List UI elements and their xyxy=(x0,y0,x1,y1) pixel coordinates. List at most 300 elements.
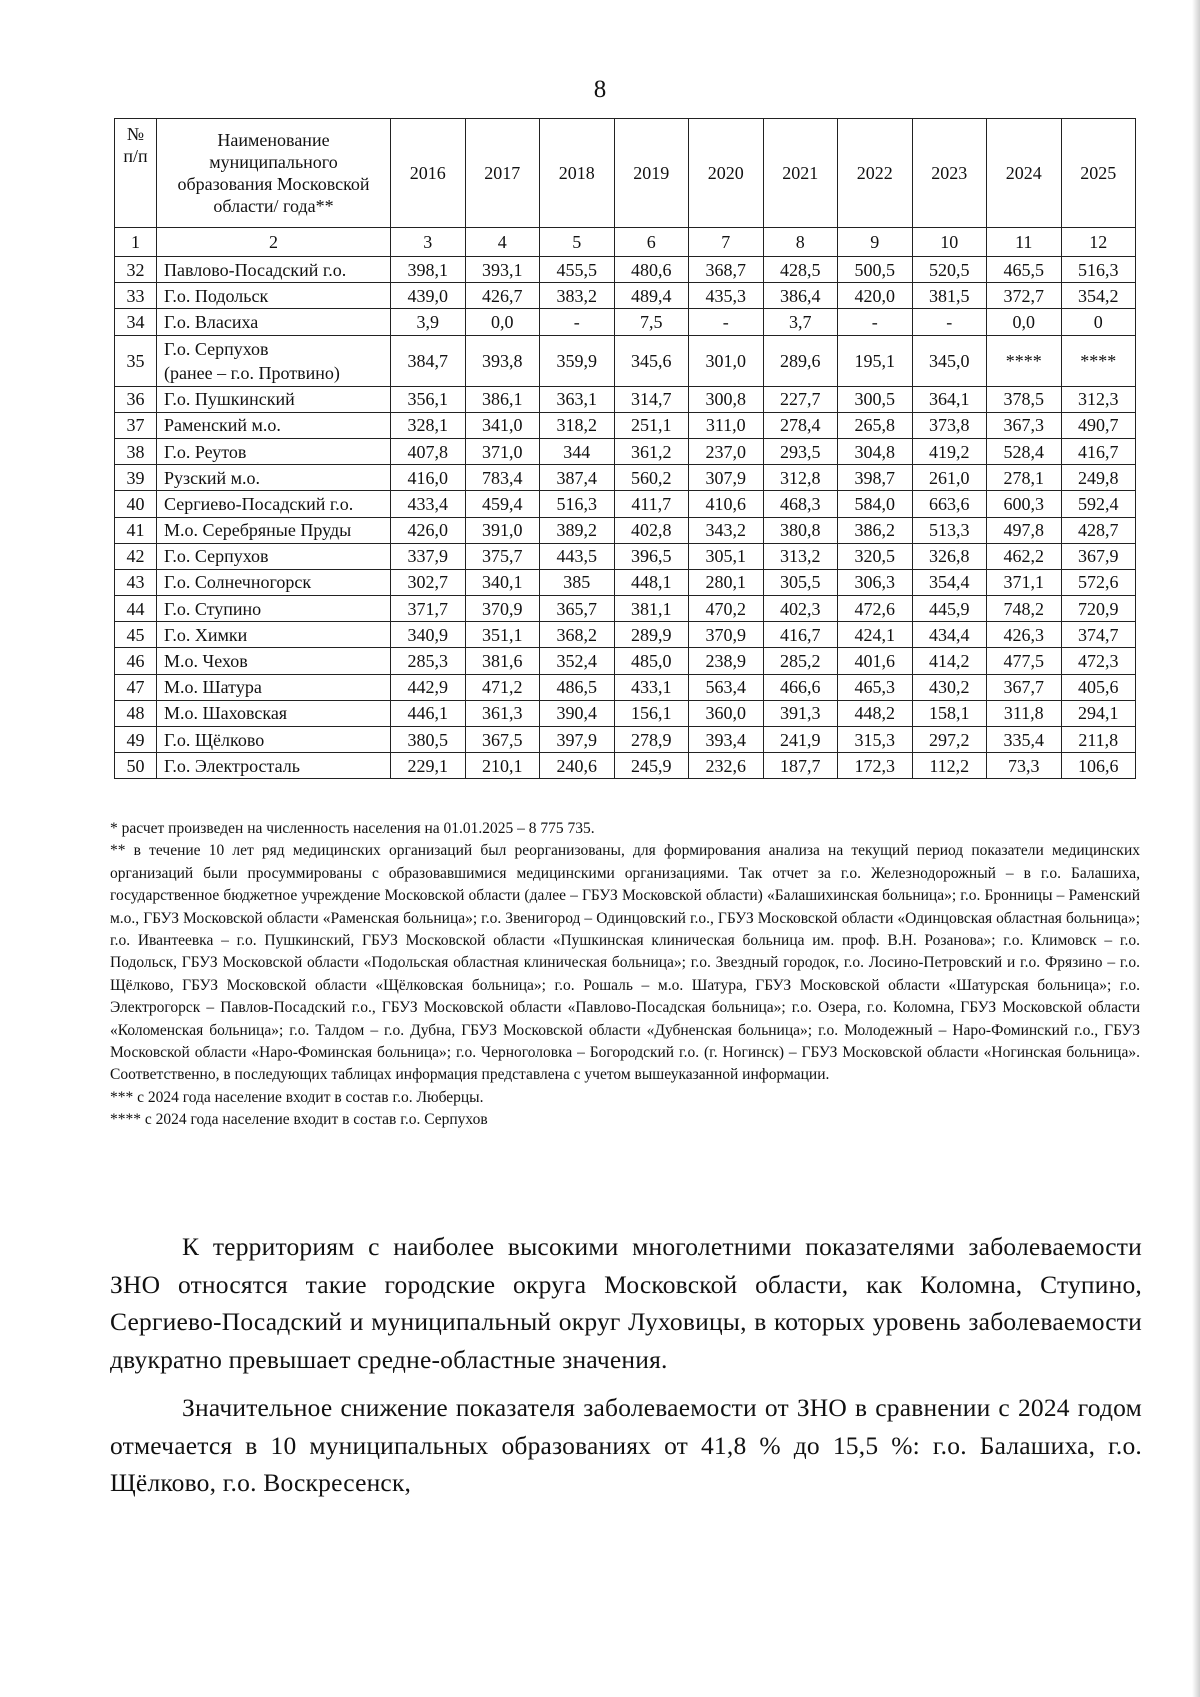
municipality-name-text: Г.о. Ступино xyxy=(164,598,262,619)
table-row xyxy=(115,309,1136,335)
rate-value: 293,5 xyxy=(763,438,838,464)
rate-value: 300,8 xyxy=(689,386,764,412)
row-number: 49 xyxy=(115,727,157,753)
column-number: 12 xyxy=(1061,228,1136,257)
municipality-name xyxy=(157,491,391,517)
municipality-name xyxy=(157,753,391,779)
row-number: 43 xyxy=(115,569,157,595)
paragraph: К территориям с наиболее высокими многолетними показателями заболеваемости ЗНО относятся такие городские округа Московской области, как Коломна, Ступино, Сергиево-Посадский и муниципальный округ Луховицы, в которых уровень заболеваемости двукратно превышает средне-областные значения. xyxy=(110,1232,1142,1374)
rate-value: 414,2 xyxy=(912,648,987,674)
table-row xyxy=(115,622,1136,648)
row-number: 46 xyxy=(115,648,157,674)
rate-value: 301,0 xyxy=(689,335,764,386)
rate-value: 315,3 xyxy=(838,727,913,753)
column-number: 10 xyxy=(912,228,987,257)
rate-value: 381,1 xyxy=(614,596,689,622)
rate-value: 337,9 xyxy=(391,543,466,569)
rate-value: 341,0 xyxy=(465,412,540,438)
rate-value: 389,2 xyxy=(540,517,615,543)
row-number: 36 xyxy=(115,386,157,412)
municipality-name-text: Г.о. Электросталь xyxy=(164,755,300,776)
rate-value: 386,1 xyxy=(465,386,540,412)
rate-value: 345,0 xyxy=(912,335,987,386)
rate-value: 112,2 xyxy=(912,753,987,779)
rate-value: 195,1 xyxy=(838,335,913,386)
municipality-name-text: М.о. Серебряные Пруды xyxy=(164,520,352,541)
rate-value: 411,7 xyxy=(614,491,689,517)
rate-value: 384,7 xyxy=(391,335,466,386)
rate-value: 365,7 xyxy=(540,596,615,622)
municipality-name-text: Павлово-Посадский г.о. xyxy=(164,259,347,280)
rate-value: 439,0 xyxy=(391,283,466,309)
rate-value: 3,9 xyxy=(391,309,466,335)
rate-value: 313,2 xyxy=(763,543,838,569)
rate-value: 720,9 xyxy=(1061,596,1136,622)
rate-value: 374,7 xyxy=(1061,622,1136,648)
scan-edge xyxy=(1192,0,1200,1697)
rate-value: 318,2 xyxy=(540,412,615,438)
rate-value: 343,2 xyxy=(689,517,764,543)
table-row xyxy=(115,543,1136,569)
municipality-name xyxy=(157,309,391,335)
rate-value: 0,0 xyxy=(465,309,540,335)
rate-value: 306,3 xyxy=(838,569,913,595)
municipality-name-text: Сергиево-Посадский г.о. xyxy=(164,493,354,514)
rate-value: 470,2 xyxy=(689,596,764,622)
rate-value: 468,3 xyxy=(763,491,838,517)
rate-value: 592,4 xyxy=(1061,491,1136,517)
rate-value: 443,5 xyxy=(540,543,615,569)
table-row xyxy=(115,412,1136,438)
rate-value: 416,7 xyxy=(763,622,838,648)
header-year: 2020 xyxy=(689,119,764,228)
rate-value: 320,5 xyxy=(838,543,913,569)
rate-value: 472,3 xyxy=(1061,648,1136,674)
municipality-name xyxy=(157,335,391,386)
rate-value: 584,0 xyxy=(838,491,913,517)
rate-value: 391,3 xyxy=(763,700,838,726)
rate-value: 360,0 xyxy=(689,700,764,726)
row-number: 38 xyxy=(115,438,157,464)
municipality-name-text: М.о. Шатура xyxy=(164,677,262,698)
rate-value: 520,5 xyxy=(912,257,987,283)
rate-value: 285,3 xyxy=(391,648,466,674)
header-year: 2024 xyxy=(987,119,1062,228)
column-number: 9 xyxy=(838,228,913,257)
table-row xyxy=(115,283,1136,309)
rate-value: 280,1 xyxy=(689,569,764,595)
rate-value: 227,7 xyxy=(763,386,838,412)
rate-value: 351,1 xyxy=(465,622,540,648)
rate-value: 428,7 xyxy=(1061,517,1136,543)
rate-value: 373,8 xyxy=(912,412,987,438)
footnote: ** в течение 10 лет ряд медицинских организаций был реорганизованы, для формирования анализа на текущий период показатели медицинских организаций были просуммированы с образовавшимися медицинскими организациями. Так отчет за г.о. Железнодорожный – в г.о. Балашиха, государственное бюджетное учреждение Московской области (далее – ГБУЗ Московской области) «Балашихинская больница»; г.о. Бронницы – Раменский м.о., ГБУЗ Московской области «Раменская больница»; г.о. Звенигород – Одинцовский г.о., ГБУЗ Московской области «Одинцовская областная больница»; г.о. Ивантеевка – г.о. Пушкинский, ГБУЗ Московской области «Пушкинская клиническая больница им. проф. В.Н. Розанова»; г.о. Климовск – г.о. Подольск, ГБУЗ Московской области «Подольская областная клиническая больница»; г.о. Звездный городок, г.о. Лосино-Петровский и г.о. Фрязино – г.о. Щёлково, ГБУЗ Московской области «Щёлковская больница»; г.о. Рошаль – м.о. Шатура, ГБУЗ Московской области «Шатурская больница»; г.о. Электрогорск – Павлов-Посадский г.о., ГБУЗ Московской области «Павлово-Посадская больница»; г.о. Озера, г.о. Коломна, ГБУЗ Московской области «Коломенская больница»; г.о. Талдом – г.о. Дубна, ГБУЗ Московской области «Дубненская больница»; г.о. Молодежный – Наро-Фоминский г.о., ГБУЗ Московской области «Наро-Фоминская больница»; г.о. Черноголовка – Богородский г.о. (г. Ногинск) – ГБУЗ Московской области «Ногинская больница». Соответственно, в последующих таблицах информация представлена с учетом вышеуказанной информации. xyxy=(110,842,1140,1084)
rate-value: 359,9 xyxy=(540,335,615,386)
row-number: 32 xyxy=(115,257,157,283)
column-number: 2 xyxy=(157,228,391,257)
rate-value: - xyxy=(912,309,987,335)
rate-value: 600,3 xyxy=(987,491,1062,517)
rate-value: 420,0 xyxy=(838,283,913,309)
rate-value: 238,9 xyxy=(689,648,764,674)
rate-value: 560,2 xyxy=(614,465,689,491)
rate-value: 361,2 xyxy=(614,438,689,464)
municipality-name-note: (ранее – г.о. Протвино) xyxy=(164,362,340,383)
rate-value: 367,9 xyxy=(1061,543,1136,569)
rate-value: 232,6 xyxy=(689,753,764,779)
rate-value: 305,5 xyxy=(763,569,838,595)
rate-value: 172,3 xyxy=(838,753,913,779)
rate-value: 311,8 xyxy=(987,700,1062,726)
footnote: * расчет произведен на численность населения на 01.01.2025 – 8 775 735. xyxy=(110,820,595,837)
header-year: 2021 xyxy=(763,119,838,228)
morbidity-table xyxy=(114,118,1136,779)
rate-value: 401,6 xyxy=(838,648,913,674)
footnote: **** с 2024 года население входит в состав г.о. Серпухов xyxy=(110,1111,488,1129)
rate-value: 398,7 xyxy=(838,465,913,491)
municipality-name-text: Рузский м.о. xyxy=(164,467,261,488)
rate-value: 383,2 xyxy=(540,283,615,309)
rate-value: 430,2 xyxy=(912,674,987,700)
rate-value: 211,8 xyxy=(1061,727,1136,753)
table-row xyxy=(115,465,1136,491)
header-year: 2023 xyxy=(912,119,987,228)
municipality-name xyxy=(157,674,391,700)
body-text xyxy=(110,1228,1142,1502)
table-row xyxy=(115,569,1136,595)
rate-value: 445,9 xyxy=(912,596,987,622)
row-number: 37 xyxy=(115,412,157,438)
row-number: 47 xyxy=(115,674,157,700)
column-number: 6 xyxy=(614,228,689,257)
rate-value: 405,6 xyxy=(1061,674,1136,700)
rate-value: 0,0 xyxy=(987,309,1062,335)
row-number: 44 xyxy=(115,596,157,622)
rate-value: 302,7 xyxy=(391,569,466,595)
rate-value: 465,3 xyxy=(838,674,913,700)
column-number: 8 xyxy=(763,228,838,257)
rate-value: 300,5 xyxy=(838,386,913,412)
rate-value: 446,1 xyxy=(391,700,466,726)
rate-value: 158,1 xyxy=(912,700,987,726)
rate-value: 428,5 xyxy=(763,257,838,283)
header-year: 2017 xyxy=(465,119,540,228)
rate-value: **** xyxy=(1061,335,1136,386)
footnotes xyxy=(110,818,1140,1132)
rate-value: 563,4 xyxy=(689,674,764,700)
row-number: 48 xyxy=(115,700,157,726)
table-row xyxy=(115,674,1136,700)
rate-value: 397,9 xyxy=(540,727,615,753)
header-year: 2018 xyxy=(540,119,615,228)
rate-value: 407,8 xyxy=(391,438,466,464)
rate-value: 289,6 xyxy=(763,335,838,386)
rate-value: 285,2 xyxy=(763,648,838,674)
table-row xyxy=(115,648,1136,674)
rate-value: 340,9 xyxy=(391,622,466,648)
rate-value: 485,0 xyxy=(614,648,689,674)
rate-value: 497,8 xyxy=(987,517,1062,543)
rate-value: 305,1 xyxy=(689,543,764,569)
rate-value: 516,3 xyxy=(1061,257,1136,283)
rate-value: 572,6 xyxy=(1061,569,1136,595)
rate-value: 486,5 xyxy=(540,674,615,700)
municipality-name xyxy=(157,622,391,648)
rate-value: - xyxy=(540,309,615,335)
rate-value: 426,3 xyxy=(987,622,1062,648)
rate-value: 380,5 xyxy=(391,727,466,753)
municipality-name xyxy=(157,438,391,464)
rate-value: 261,0 xyxy=(912,465,987,491)
rate-value: 471,2 xyxy=(465,674,540,700)
rate-value: 390,4 xyxy=(540,700,615,726)
table-header-row xyxy=(115,119,1136,228)
rate-value: **** xyxy=(987,335,1062,386)
rate-value: 0 xyxy=(1061,309,1136,335)
rate-value: 378,5 xyxy=(987,386,1062,412)
rate-value: 335,4 xyxy=(987,727,1062,753)
column-number: 3 xyxy=(391,228,466,257)
rate-value: 371,0 xyxy=(465,438,540,464)
rate-value: 229,1 xyxy=(391,753,466,779)
rate-value: 367,3 xyxy=(987,412,1062,438)
rate-value: 289,9 xyxy=(614,622,689,648)
rate-value: 416,0 xyxy=(391,465,466,491)
row-number: 39 xyxy=(115,465,157,491)
municipality-name-text: М.о. Шаховская xyxy=(164,703,288,724)
rate-value: 402,8 xyxy=(614,517,689,543)
municipality-name xyxy=(157,648,391,674)
rate-value: 371,1 xyxy=(987,569,1062,595)
rate-value: 354,2 xyxy=(1061,283,1136,309)
rate-value: 73,3 xyxy=(987,753,1062,779)
rate-value: 500,5 xyxy=(838,257,913,283)
rate-value: 748,2 xyxy=(987,596,1062,622)
rate-value: 465,5 xyxy=(987,257,1062,283)
rate-value: 528,4 xyxy=(987,438,1062,464)
rate-value: 278,1 xyxy=(987,465,1062,491)
municipality-name-text: Г.о. Власиха xyxy=(164,311,259,332)
rate-value: 245,9 xyxy=(614,753,689,779)
municipality-name-text: Г.о. Химки xyxy=(164,624,248,645)
rate-value: 363,1 xyxy=(540,386,615,412)
rate-value: 480,6 xyxy=(614,257,689,283)
row-number: 41 xyxy=(115,517,157,543)
municipality-name-text: Г.о. Подольск xyxy=(164,285,269,306)
header-year: 2022 xyxy=(838,119,913,228)
rate-value: 516,3 xyxy=(540,491,615,517)
municipality-name-text: Раменский м.о. xyxy=(164,415,281,436)
rate-value: 410,6 xyxy=(689,491,764,517)
rate-value: 352,4 xyxy=(540,648,615,674)
rate-value: 393,4 xyxy=(689,727,764,753)
table-row xyxy=(115,257,1136,283)
header-name: Наименование муниципального образования Московской области/ года** xyxy=(157,119,391,228)
rate-value: 314,7 xyxy=(614,386,689,412)
rate-value: 340,1 xyxy=(465,569,540,595)
municipality-name xyxy=(157,465,391,491)
rate-value: 433,1 xyxy=(614,674,689,700)
municipality-name xyxy=(157,283,391,309)
row-number: 42 xyxy=(115,543,157,569)
column-number-row xyxy=(115,228,1136,257)
rate-value: 490,7 xyxy=(1061,412,1136,438)
rate-value: 297,2 xyxy=(912,727,987,753)
rate-value: 294,1 xyxy=(1061,700,1136,726)
column-number: 1 xyxy=(115,228,157,257)
rate-value: 344 xyxy=(540,438,615,464)
rate-value: 385 xyxy=(540,569,615,595)
rate-value: 249,8 xyxy=(1061,465,1136,491)
municipality-name-text: Г.о. Серпухов xyxy=(164,338,269,359)
rate-value: 402,3 xyxy=(763,596,838,622)
rate-value: 477,5 xyxy=(987,648,1062,674)
header-num: № п/п xyxy=(115,119,157,228)
rate-value: 372,7 xyxy=(987,283,1062,309)
rate-value: 513,3 xyxy=(912,517,987,543)
row-number: 34 xyxy=(115,309,157,335)
rate-value: 442,9 xyxy=(391,674,466,700)
rate-value: 326,8 xyxy=(912,543,987,569)
rate-value: 361,3 xyxy=(465,700,540,726)
rate-value: 265,8 xyxy=(838,412,913,438)
paragraph: Значительное снижение показателя заболеваемости от ЗНО в сравнении с 2024 годом отмечается в 10 муниципальных образованиях от 41,8 % до 15,5 %: г.о. Балашиха, г.о. Щёлково, г.о. Воскресенск, xyxy=(110,1393,1142,1497)
rate-value: 307,9 xyxy=(689,465,764,491)
rate-value: 367,5 xyxy=(465,727,540,753)
rate-value: 237,0 xyxy=(689,438,764,464)
rate-value: 416,7 xyxy=(1061,438,1136,464)
rate-value: 156,1 xyxy=(614,700,689,726)
column-number: 4 xyxy=(465,228,540,257)
municipality-name-text: Г.о. Пушкинский xyxy=(164,389,295,410)
rate-value: 380,8 xyxy=(763,517,838,543)
header-year: 2025 xyxy=(1061,119,1136,228)
rate-value: 387,4 xyxy=(540,465,615,491)
rate-value: 466,6 xyxy=(763,674,838,700)
rate-value: 396,5 xyxy=(614,543,689,569)
rate-value: 455,5 xyxy=(540,257,615,283)
rate-value: 489,4 xyxy=(614,283,689,309)
column-number: 5 xyxy=(540,228,615,257)
rate-value: 187,7 xyxy=(763,753,838,779)
rate-value: 663,6 xyxy=(912,491,987,517)
rate-value: - xyxy=(689,309,764,335)
rate-value: 251,1 xyxy=(614,412,689,438)
table-row xyxy=(115,386,1136,412)
rate-value: 371,7 xyxy=(391,596,466,622)
municipality-name xyxy=(157,257,391,283)
municipality-name-text: Г.о. Щёлково xyxy=(164,729,265,750)
rate-value: 278,9 xyxy=(614,727,689,753)
rate-value: 435,3 xyxy=(689,283,764,309)
municipality-name-text: Г.о. Серпухов xyxy=(164,546,269,567)
rate-value: 381,5 xyxy=(912,283,987,309)
rate-value: 424,1 xyxy=(838,622,913,648)
rate-value: 354,4 xyxy=(912,569,987,595)
rate-value: 311,0 xyxy=(689,412,764,438)
rate-value: 328,1 xyxy=(391,412,466,438)
municipality-name xyxy=(157,517,391,543)
header-year: 2019 xyxy=(614,119,689,228)
rate-value: 472,6 xyxy=(838,596,913,622)
municipality-name xyxy=(157,727,391,753)
table-row xyxy=(115,491,1136,517)
rate-value: 434,4 xyxy=(912,622,987,648)
page-number: 8 xyxy=(593,76,607,103)
rate-value: 367,7 xyxy=(987,674,1062,700)
municipality-name xyxy=(157,596,391,622)
table-row xyxy=(115,700,1136,726)
table-row xyxy=(115,438,1136,464)
column-number: 11 xyxy=(987,228,1062,257)
rate-value: 462,2 xyxy=(987,543,1062,569)
table-row xyxy=(115,335,1136,386)
row-number: 45 xyxy=(115,622,157,648)
rate-value: 312,8 xyxy=(763,465,838,491)
rate-value: 370,9 xyxy=(465,596,540,622)
municipality-name xyxy=(157,412,391,438)
rate-value: 375,7 xyxy=(465,543,540,569)
rate-value: 210,1 xyxy=(465,753,540,779)
rate-value: 304,8 xyxy=(838,438,913,464)
header-year: 2016 xyxy=(391,119,466,228)
rate-value: 356,1 xyxy=(391,386,466,412)
rate-value: 278,4 xyxy=(763,412,838,438)
municipality-name xyxy=(157,386,391,412)
rate-value: 370,9 xyxy=(689,622,764,648)
rate-value: 783,4 xyxy=(465,465,540,491)
table-row xyxy=(115,517,1136,543)
row-number: 33 xyxy=(115,283,157,309)
municipality-name-text: Г.о. Солнечногорск xyxy=(164,572,312,593)
column-number: 7 xyxy=(689,228,764,257)
rate-value: 419,2 xyxy=(912,438,987,464)
municipality-name-text: М.о. Чехов xyxy=(164,651,248,672)
municipality-name xyxy=(157,700,391,726)
row-number: 35 xyxy=(115,335,157,386)
row-number: 50 xyxy=(115,753,157,779)
rate-value: 433,4 xyxy=(391,491,466,517)
rate-value: 364,1 xyxy=(912,386,987,412)
rate-value: 312,3 xyxy=(1061,386,1136,412)
rate-value: 368,7 xyxy=(689,257,764,283)
rate-value: 393,8 xyxy=(465,335,540,386)
rate-value: 3,7 xyxy=(763,309,838,335)
rate-value: 426,7 xyxy=(465,283,540,309)
table-row xyxy=(115,727,1136,753)
rate-value: 386,2 xyxy=(838,517,913,543)
rate-value: 426,0 xyxy=(391,517,466,543)
rate-value: 345,6 xyxy=(614,335,689,386)
table-row xyxy=(115,596,1136,622)
rate-value: 386,4 xyxy=(763,283,838,309)
rate-value: 391,0 xyxy=(465,517,540,543)
rate-value: 393,1 xyxy=(465,257,540,283)
rate-value: 398,1 xyxy=(391,257,466,283)
municipality-name xyxy=(157,543,391,569)
rate-value: 240,6 xyxy=(540,753,615,779)
rate-value: 368,2 xyxy=(540,622,615,648)
rate-value: 241,9 xyxy=(763,727,838,753)
footnote: *** с 2024 года население входит в состав г.о. Люберцы. xyxy=(110,1088,484,1106)
rate-value: 106,6 xyxy=(1061,753,1136,779)
rate-value: 459,4 xyxy=(465,491,540,517)
rate-value: 381,6 xyxy=(465,648,540,674)
municipality-name xyxy=(157,569,391,595)
table-row xyxy=(115,753,1136,779)
rate-value: - xyxy=(838,309,913,335)
row-number: 40 xyxy=(115,491,157,517)
